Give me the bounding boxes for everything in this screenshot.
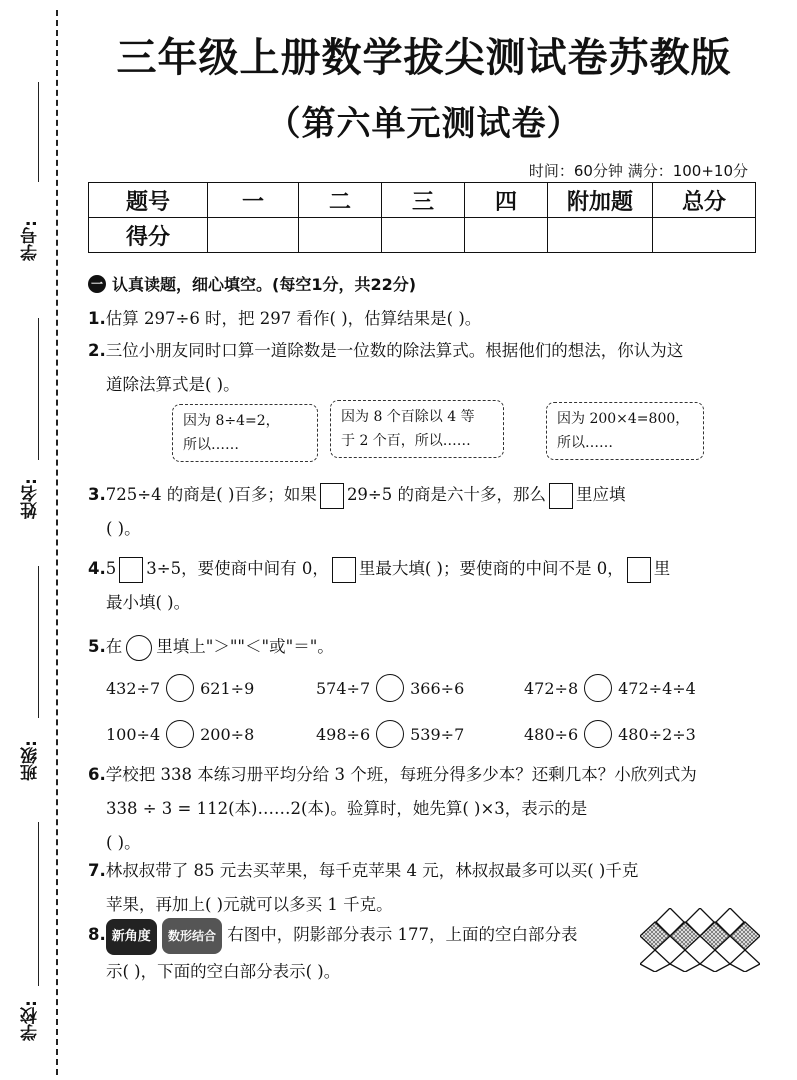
question-text: 里应填 bbox=[576, 485, 626, 504]
question-text: 里最大填( )；要使商的中间不是 0， bbox=[358, 559, 624, 578]
score-input-row bbox=[89, 218, 756, 253]
compare-item bbox=[316, 674, 464, 702]
compare-circle[interactable] bbox=[376, 674, 404, 702]
question-text: 估算 297÷6 时，把 297 看作( )，估算结果是( )。 bbox=[105, 309, 482, 328]
score-cell[interactable] bbox=[465, 218, 548, 253]
compare-item bbox=[106, 674, 254, 702]
question-8 bbox=[88, 918, 648, 989]
question-text: 示( )，下面的空白部分表示( )。 bbox=[106, 962, 341, 981]
compare-circle[interactable] bbox=[584, 674, 612, 702]
compare-right: 621÷9 bbox=[200, 678, 255, 698]
score-header-cell: 题号 bbox=[89, 183, 208, 218]
bubble-line: 因为 8÷4=2， bbox=[183, 413, 280, 429]
question-text: 725÷4 的商是( )百多；如果 bbox=[105, 485, 317, 504]
class-label: 班级: bbox=[21, 740, 41, 781]
class-line bbox=[38, 566, 39, 718]
compare-item bbox=[524, 674, 696, 702]
compare-left: 498÷6 bbox=[316, 724, 371, 744]
question-5 bbox=[88, 630, 760, 664]
score-cell[interactable] bbox=[208, 218, 299, 253]
shape-number-tag: 数形结合 bbox=[162, 918, 222, 954]
diamond-white-bottom bbox=[700, 950, 730, 972]
question-number: 5. bbox=[88, 637, 106, 656]
question-number: 7. bbox=[88, 861, 106, 880]
compare-left: 574÷7 bbox=[316, 678, 371, 698]
school-label: 学校: bbox=[21, 1000, 41, 1041]
question-number: 4. bbox=[88, 559, 106, 578]
bubble-line: 因为 8 个百除以 4 等 bbox=[341, 409, 475, 425]
bubble-line: 于 2 个百，所以…… bbox=[341, 433, 471, 449]
bubble-line: 因为 200×4=800， bbox=[557, 411, 690, 427]
bubble-line: 所以…… bbox=[557, 435, 613, 451]
score-header-cell: 四 bbox=[465, 183, 548, 218]
question-1 bbox=[88, 302, 760, 336]
compare-left: 100÷4 bbox=[106, 724, 161, 744]
compare-right: 200÷8 bbox=[200, 724, 255, 744]
question-number: 1. bbox=[88, 309, 106, 328]
compare-circle[interactable] bbox=[584, 720, 612, 748]
name-label: 姓名: bbox=[21, 478, 41, 519]
question-number: 3. bbox=[88, 485, 106, 504]
answer-box[interactable] bbox=[320, 483, 344, 509]
question-number: 6. bbox=[88, 765, 106, 784]
compare-right: 539÷7 bbox=[410, 724, 465, 744]
thought-bubble bbox=[546, 402, 704, 460]
question-number: 2. bbox=[88, 341, 106, 360]
question-text: 在 bbox=[105, 637, 123, 656]
score-cell[interactable] bbox=[548, 218, 653, 253]
score-row-label: 得分 bbox=[89, 218, 208, 253]
question-text: ( )。 bbox=[106, 519, 141, 538]
diamond-white-bottom bbox=[640, 950, 670, 972]
score-cell[interactable] bbox=[382, 218, 465, 253]
new-angle-tag: 新角度 bbox=[106, 919, 157, 955]
compare-right: 366÷6 bbox=[410, 678, 465, 698]
question-text: 学校把 338 本练习册平均分给 3 个班，每班分得多少本？还剩几本？小欣列式为 bbox=[105, 765, 697, 784]
question-text: 三位小朋友同时口算一道除数是一位数的除法算式。根据他们的想法，你认为这 bbox=[105, 341, 684, 360]
student-id-label: 学号: bbox=[21, 220, 41, 261]
question-2 bbox=[88, 334, 760, 402]
thought-bubble bbox=[330, 400, 504, 458]
binding-strip bbox=[0, 0, 70, 1080]
compare-circle-example bbox=[126, 635, 152, 661]
thought-bubble bbox=[172, 404, 318, 462]
compare-circle[interactable] bbox=[376, 720, 404, 748]
cut-line bbox=[56, 10, 58, 1075]
score-header-cell: 一 bbox=[208, 183, 299, 218]
section-number: 一 bbox=[88, 275, 106, 293]
score-table bbox=[88, 182, 756, 253]
diamond-white-bottom bbox=[670, 950, 700, 972]
diamond-figure bbox=[640, 908, 760, 972]
score-header-cell: 三 bbox=[382, 183, 465, 218]
score-header-cell: 二 bbox=[299, 183, 382, 218]
compare-right: 480÷2÷3 bbox=[618, 724, 696, 744]
answer-box[interactable] bbox=[332, 557, 356, 583]
answer-box[interactable] bbox=[549, 483, 573, 509]
question-3 bbox=[88, 478, 760, 546]
question-text: 3÷5，要使商中间有 0， bbox=[146, 559, 329, 578]
diamond-white-bottom bbox=[730, 950, 760, 972]
compare-item bbox=[106, 720, 254, 748]
answer-box[interactable] bbox=[627, 557, 651, 583]
question-text: 338 ÷ 3 = 112(本)……2(本)。验算时，她先算( )×3，表示的是 bbox=[106, 799, 588, 818]
compare-item bbox=[316, 720, 464, 748]
question-text: 最小填( )。 bbox=[106, 593, 191, 612]
question-4 bbox=[88, 552, 760, 620]
name-line bbox=[38, 318, 39, 460]
score-header-cell: 附加题 bbox=[548, 183, 653, 218]
question-text: 道除法算式是( )。 bbox=[106, 375, 240, 394]
question-text: 右图中，阴影部分表示 177，上面的空白部分表 bbox=[227, 925, 578, 944]
section-heading-text: 认真读题，细心填空。(每空1分，共22分) bbox=[112, 275, 417, 294]
exam-meta: 时间：60分钟 满分：100+10分 bbox=[528, 162, 748, 180]
question-6 bbox=[88, 758, 760, 860]
question-text: 5 bbox=[105, 559, 117, 578]
question-text: ( )。 bbox=[106, 833, 141, 852]
compare-circle[interactable] bbox=[166, 674, 194, 702]
exam-subtitle: （第六单元测试卷） bbox=[266, 104, 582, 144]
exam-title: 三年级上册数学拔尖测试卷苏教版 bbox=[116, 35, 732, 81]
score-cell[interactable] bbox=[653, 218, 756, 253]
question-text: 林叔叔带了 85 元去买苹果，每千克苹果 4 元，林叔叔最多可以买( )千克 bbox=[105, 861, 639, 880]
score-cell[interactable] bbox=[299, 218, 382, 253]
question-number: 8. bbox=[88, 925, 106, 944]
compare-left: 480÷6 bbox=[524, 724, 579, 744]
school-line bbox=[38, 822, 39, 986]
section-heading bbox=[88, 272, 416, 295]
answer-box[interactable] bbox=[119, 557, 143, 583]
compare-left: 472÷8 bbox=[524, 678, 579, 698]
question-text: 里填上"＞""＜"或"＝"。 bbox=[156, 637, 334, 656]
score-header-row bbox=[89, 183, 756, 218]
score-header-cell: 总分 bbox=[653, 183, 756, 218]
compare-circle[interactable] bbox=[166, 720, 194, 748]
question-text: 苹果，再加上( )元就可以多买 1 千克。 bbox=[106, 895, 393, 914]
compare-item bbox=[524, 720, 696, 748]
student-id-line bbox=[38, 82, 39, 182]
question-text: 29÷5 的商是六十多，那么 bbox=[346, 485, 547, 504]
bubble-line: 所以…… bbox=[183, 437, 239, 453]
compare-right: 472÷4÷4 bbox=[618, 678, 696, 698]
compare-left: 432÷7 bbox=[106, 678, 161, 698]
question-text: 里 bbox=[653, 559, 671, 578]
